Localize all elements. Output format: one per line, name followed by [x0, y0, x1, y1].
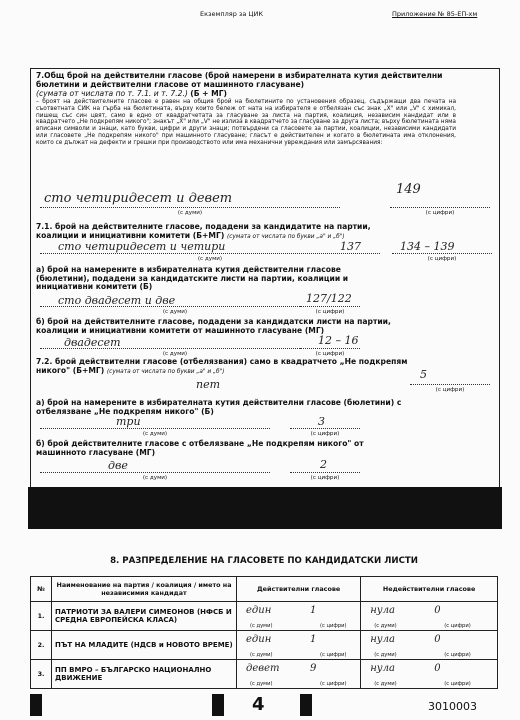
table-row — [31, 660, 498, 689]
section7-words-line — [40, 207, 340, 208]
row-num: 3. — [31, 660, 52, 689]
s72b-digits-line — [290, 472, 360, 473]
invalid-words-caption: (с думи) — [374, 681, 397, 687]
s71a-words: сто двадесет и две — [58, 294, 176, 307]
s71a-words-line — [40, 306, 310, 307]
section7-body: – броят на действителните гласове е равен на общия брой на бюлетините по установения образец, съдържащи два печата на съответната СИК на гърба на бюлетината, върху които бележ от ната на избирателя е отбелязан със знак „Х" или „V" с химикал, пишещ със син цвят, само в едно от квадратчетата за гласуване за листа на партия, коалиция, независим кандидат или в квадратчето „Не подкрепям никого"; знакът „Х" или „V" не излиза в квадратчето за гласуване за друга листа; върху бюлетината няма вписани символи и знаци, като букви, цифри и други знаци; потвърдени са гласовете за партии, коалиции, независими кандидати или гласовете „Не подкрепям никого" при машинното гласуване; гласът е действителен и когато в бюлетината има отклонения, които се дължат на дефекти и грешки при производството или има механични увреждания или замърсявания: — [36, 99, 456, 146]
row-valid-cell — [237, 602, 361, 631]
s72b-words-caption: (с думи) — [142, 475, 168, 481]
row-valid-cell — [237, 660, 361, 689]
s72a-digits-caption: (с цифри) — [310, 431, 340, 437]
s72a-title: а) брой на намерените в избирателната кутия действителни гласове (бюлетини) с отбелязване „Не подкрепям никого" (Б) — [36, 398, 402, 416]
valid-digits-caption: (с цифри) — [320, 652, 347, 658]
s72b-words: две — [108, 459, 128, 472]
row-party-name: ПП ВМРО – БЪЛГАРСКО НАЦИОНАЛНО ДВИЖЕНИЕ — [52, 660, 237, 689]
s71a-digits-caption: (с цифри) — [315, 309, 345, 315]
invalid-words: нула — [370, 634, 395, 645]
s72-title: 7.2. брой действителни гласове (отбелязвания) само в квадратчето „Не подкрепям никого" (Б+МГ) (сумата от числата по букви „а" и „б") — [36, 357, 408, 375]
s72a-words-line — [40, 428, 270, 429]
section7-digits-caption: (с цифри) — [425, 210, 455, 216]
row-invalid-cell — [361, 602, 498, 631]
s71b-digits-line — [300, 348, 360, 349]
row-party-name: ПЪТ НА МЛАДИТЕ (НДСВ и НОВОТО ВРЕМЕ) — [52, 631, 237, 660]
s72b-digits: 2 — [320, 458, 327, 471]
valid-words-caption: (с думи) — [250, 681, 273, 687]
s72b-title: б) брой действителните гласове с отбелязване „Не подкрепям никого" от машинното гласуване (МГ) — [36, 439, 364, 457]
row-party-name: ПАТРИОТИ ЗА ВАЛЕРИ СИМЕОНОВ (НФСБ И СРЕДНА ЕВРОПЕЙСКА КЛАСА) — [52, 602, 237, 631]
s71-digits: 137 — [340, 240, 361, 253]
valid-digits-caption: (с цифри) — [320, 681, 347, 687]
s71-title: 7.1. брой на действителните гласове, подадени за кандидатите на партии, коалиции и инициативни комитети (Б+МГ) (сумата от числата по букви „а" и „б") — [36, 222, 371, 240]
valid-digits: 9 — [310, 663, 317, 674]
redaction-bar — [28, 487, 502, 529]
row-num: 2. — [31, 631, 52, 660]
invalid-digits-caption: (с цифри) — [444, 652, 471, 658]
copy-label: Екземпляр за ЦИК — [200, 10, 263, 18]
row-invalid-cell — [361, 631, 498, 660]
s71b-words-caption: (с думи) — [162, 351, 188, 357]
col-valid-header: Действителни гласове — [237, 577, 361, 602]
s72a-words: три — [116, 415, 141, 428]
s72a-digits-line — [290, 428, 360, 429]
invalid-digits: 0 — [434, 663, 441, 674]
section7-digits: 149 — [396, 182, 421, 197]
s71-words-caption: (с думи) — [197, 256, 223, 262]
section7-title: 7.Общ брой на действителни гласове (брой намерени в избирателната кутия действителни бюлетини и действителни гласове от машинното гласуване) — [36, 71, 443, 89]
invalid-digits-caption: (с цифри) — [444, 681, 471, 687]
appendix-label: Приложение № 85-ЕП-хм — [392, 10, 478, 18]
s72b-digits-caption: (с цифри) — [310, 475, 340, 481]
invalid-digits-caption: (с цифри) — [444, 623, 471, 629]
s71a-words-caption: (с думи) — [162, 309, 188, 315]
s71a-title: а) брой на намерените в избирателната кутия действителни гласове (бюлетини), подадени за кандидатските листи на партии, коалиции и инициативни комитети (Б) — [36, 265, 349, 292]
col-invalid-header: Недействителни гласове — [361, 577, 498, 602]
registration-mark-center — [212, 694, 224, 716]
registration-mark-right — [300, 694, 312, 716]
table-row — [31, 631, 498, 660]
s72-digits-line — [410, 384, 490, 385]
invalid-digits: 0 — [434, 634, 441, 645]
s72-digits: 5 — [420, 368, 427, 381]
s72-digits-caption: (с цифри) — [435, 387, 465, 393]
section7-words-caption: (с думи) — [177, 210, 203, 216]
s71b-digits-caption: (с цифри) — [315, 351, 345, 357]
registration-mark-left — [30, 694, 42, 716]
s71-words-line — [40, 253, 380, 254]
s71a-digits-line — [300, 306, 360, 307]
s71-digits-line — [392, 253, 492, 254]
valid-digits: 1 — [310, 605, 317, 616]
col-name-header: Наименование на партия / коалиция / името на независимия кандидат — [52, 577, 237, 602]
s72-words: пет — [196, 378, 221, 391]
invalid-words-caption: (с думи) — [374, 623, 397, 629]
row-invalid-cell — [361, 660, 498, 689]
s71b-digits: 12 – 16 — [318, 334, 359, 347]
valid-words: девет — [246, 663, 280, 674]
candidate-table — [30, 576, 498, 689]
valid-digits-caption: (с цифри) — [320, 623, 347, 629]
invalid-words: нула — [370, 605, 395, 616]
section7-words: сто четиридесет и девет — [44, 191, 233, 206]
table-header-row — [31, 577, 498, 602]
serial-number: 3010003 — [428, 700, 477, 713]
invalid-words-caption: (с думи) — [374, 652, 397, 658]
valid-digits: 1 — [310, 634, 317, 645]
s71-words: сто четиридесет и четири — [58, 240, 226, 253]
table-row — [31, 602, 498, 631]
s71b-words-line — [40, 348, 310, 349]
s72b-words-line — [40, 472, 270, 473]
col-num-header: № — [31, 577, 52, 602]
s71b-title: б) брой на действителните гласове, подадени за кандидатски листи на партии, коалиции и инициативни комитети от машинното гласуване (МГ) — [36, 317, 391, 335]
row-valid-cell — [237, 631, 361, 660]
invalid-words: нула — [370, 663, 395, 674]
invalid-digits: 0 — [434, 605, 441, 616]
section8-title: 8. РАЗПРЕДЕЛЕНИЕ НА ГЛАСОВЕТЕ ПО КАНДИДАТСКИ ЛИСТИ — [110, 556, 418, 566]
s71a-digits: 127/122 — [306, 292, 352, 305]
valid-words: един — [246, 634, 272, 645]
valid-words-caption: (с думи) — [250, 623, 273, 629]
row-num: 1. — [31, 602, 52, 631]
s71b-words: двадесет — [64, 336, 121, 349]
s71-digits-caption: (с цифри) — [427, 256, 457, 262]
valid-words-caption: (с думи) — [250, 652, 273, 658]
s72a-words-caption: (с думи) — [142, 431, 168, 437]
s72a-digits: 3 — [318, 415, 325, 428]
section7-sum-note: (сумата от числата по т. 7.1. и т. 7.2.) (Б + МГ) — [36, 89, 228, 98]
valid-words: един — [246, 605, 272, 616]
section7-digits-line — [390, 207, 490, 208]
s71-digits-column: 134 – 139 — [400, 240, 455, 253]
page-number: 4 — [252, 694, 265, 715]
